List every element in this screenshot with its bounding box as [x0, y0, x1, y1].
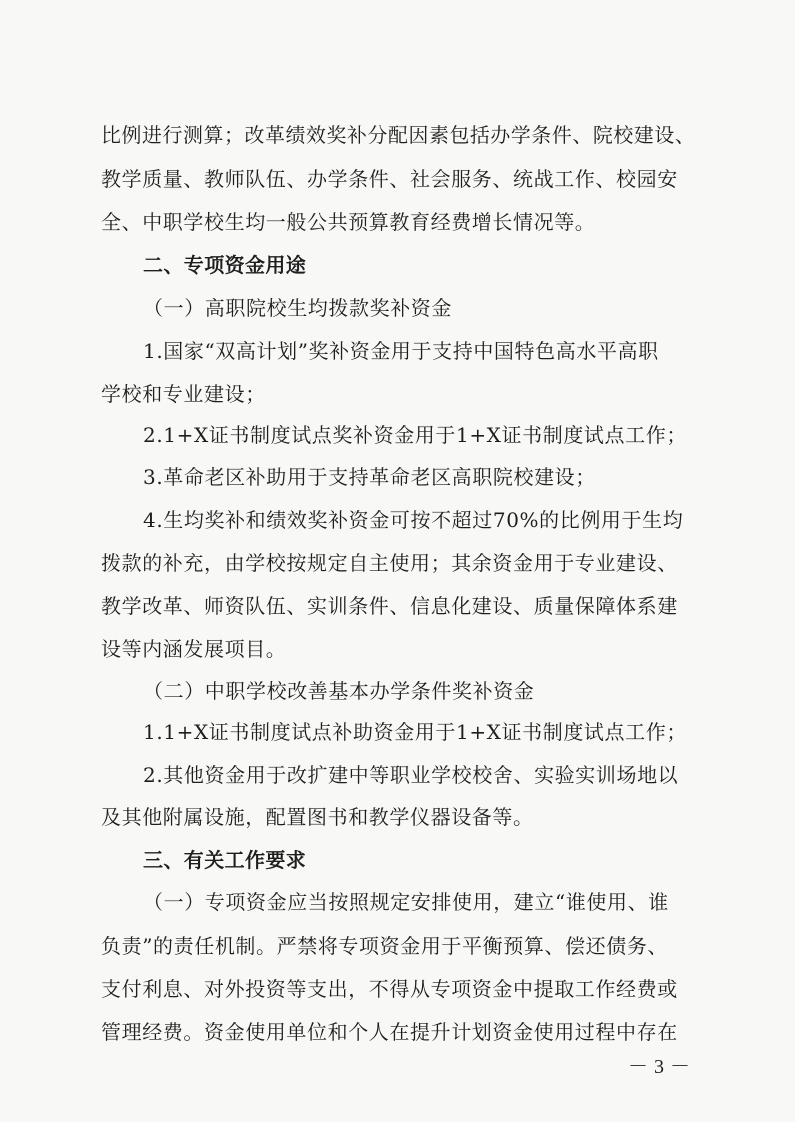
body-line: 全、中职学校生均一般公共预算教育经费增长情况等。: [101, 210, 596, 234]
section-heading: 三、有关工作要求: [143, 848, 307, 872]
body-line: 学校和专业建设；: [101, 382, 266, 406]
page-number: －3－: [628, 1056, 696, 1078]
subsection-heading: （一）高职院校生均拨款奖补资金: [143, 296, 452, 320]
section-heading: 二、专项资金用途: [143, 253, 307, 277]
body-line: 教学质量、教师队伍、办学条件、社会服务、统战工作、校园安: [101, 167, 678, 191]
body-line: 2.其他资金用于改扩建中等职业学校校舍、实验实训场地以: [143, 763, 679, 787]
body-line: 教学改革、师资队伍、实训条件、信息化建设、质量保障体系建: [101, 594, 678, 618]
body-line: （一）专项资金应当按照规定安排使用，建立“谁使用、谁: [143, 890, 669, 914]
body-line: 2.1+X证书制度试点奖补资金用于1+X证书制度试点工作；: [143, 423, 687, 447]
body-line: 4.生均奖补和绩效奖补资金可按不超过70%的比例用于生均: [143, 508, 684, 532]
body-line: 1.1+X证书制度试点补助资金用于1+X证书制度试点工作；: [143, 720, 687, 744]
body-line: 设等内涵发展项目。: [101, 637, 287, 661]
subsection-heading: （二）中职学校改善基本办学条件奖补资金: [143, 679, 535, 703]
body-line: 拨款的补充，由学校按规定自主使用；其余资金用于专业建设、: [101, 551, 678, 575]
body-line: 支付利息、对外投资等支出，不得从专项资金中提取工作经费或: [101, 977, 678, 1001]
body-line: 负责”的责任机制。严禁将专项资金用于平衡预算、偿还债务、: [101, 934, 669, 958]
body-line: 及其他附属设施，配置图书和教学仪器设备等。: [101, 805, 534, 829]
body-line: 3.革命老区补助用于支持革命老区高职院校建设；: [143, 465, 596, 489]
body-line: 1.国家“双高计划”奖补资金用于支持中国特色高水平高职: [143, 339, 659, 363]
body-line: 管理经费。资金使用单位和个人在提升计划资金使用过程中存在: [101, 1020, 678, 1044]
body-line: 比例进行测算；改革绩效奖补分配因素包括办学条件、院校建设、: [101, 123, 696, 147]
